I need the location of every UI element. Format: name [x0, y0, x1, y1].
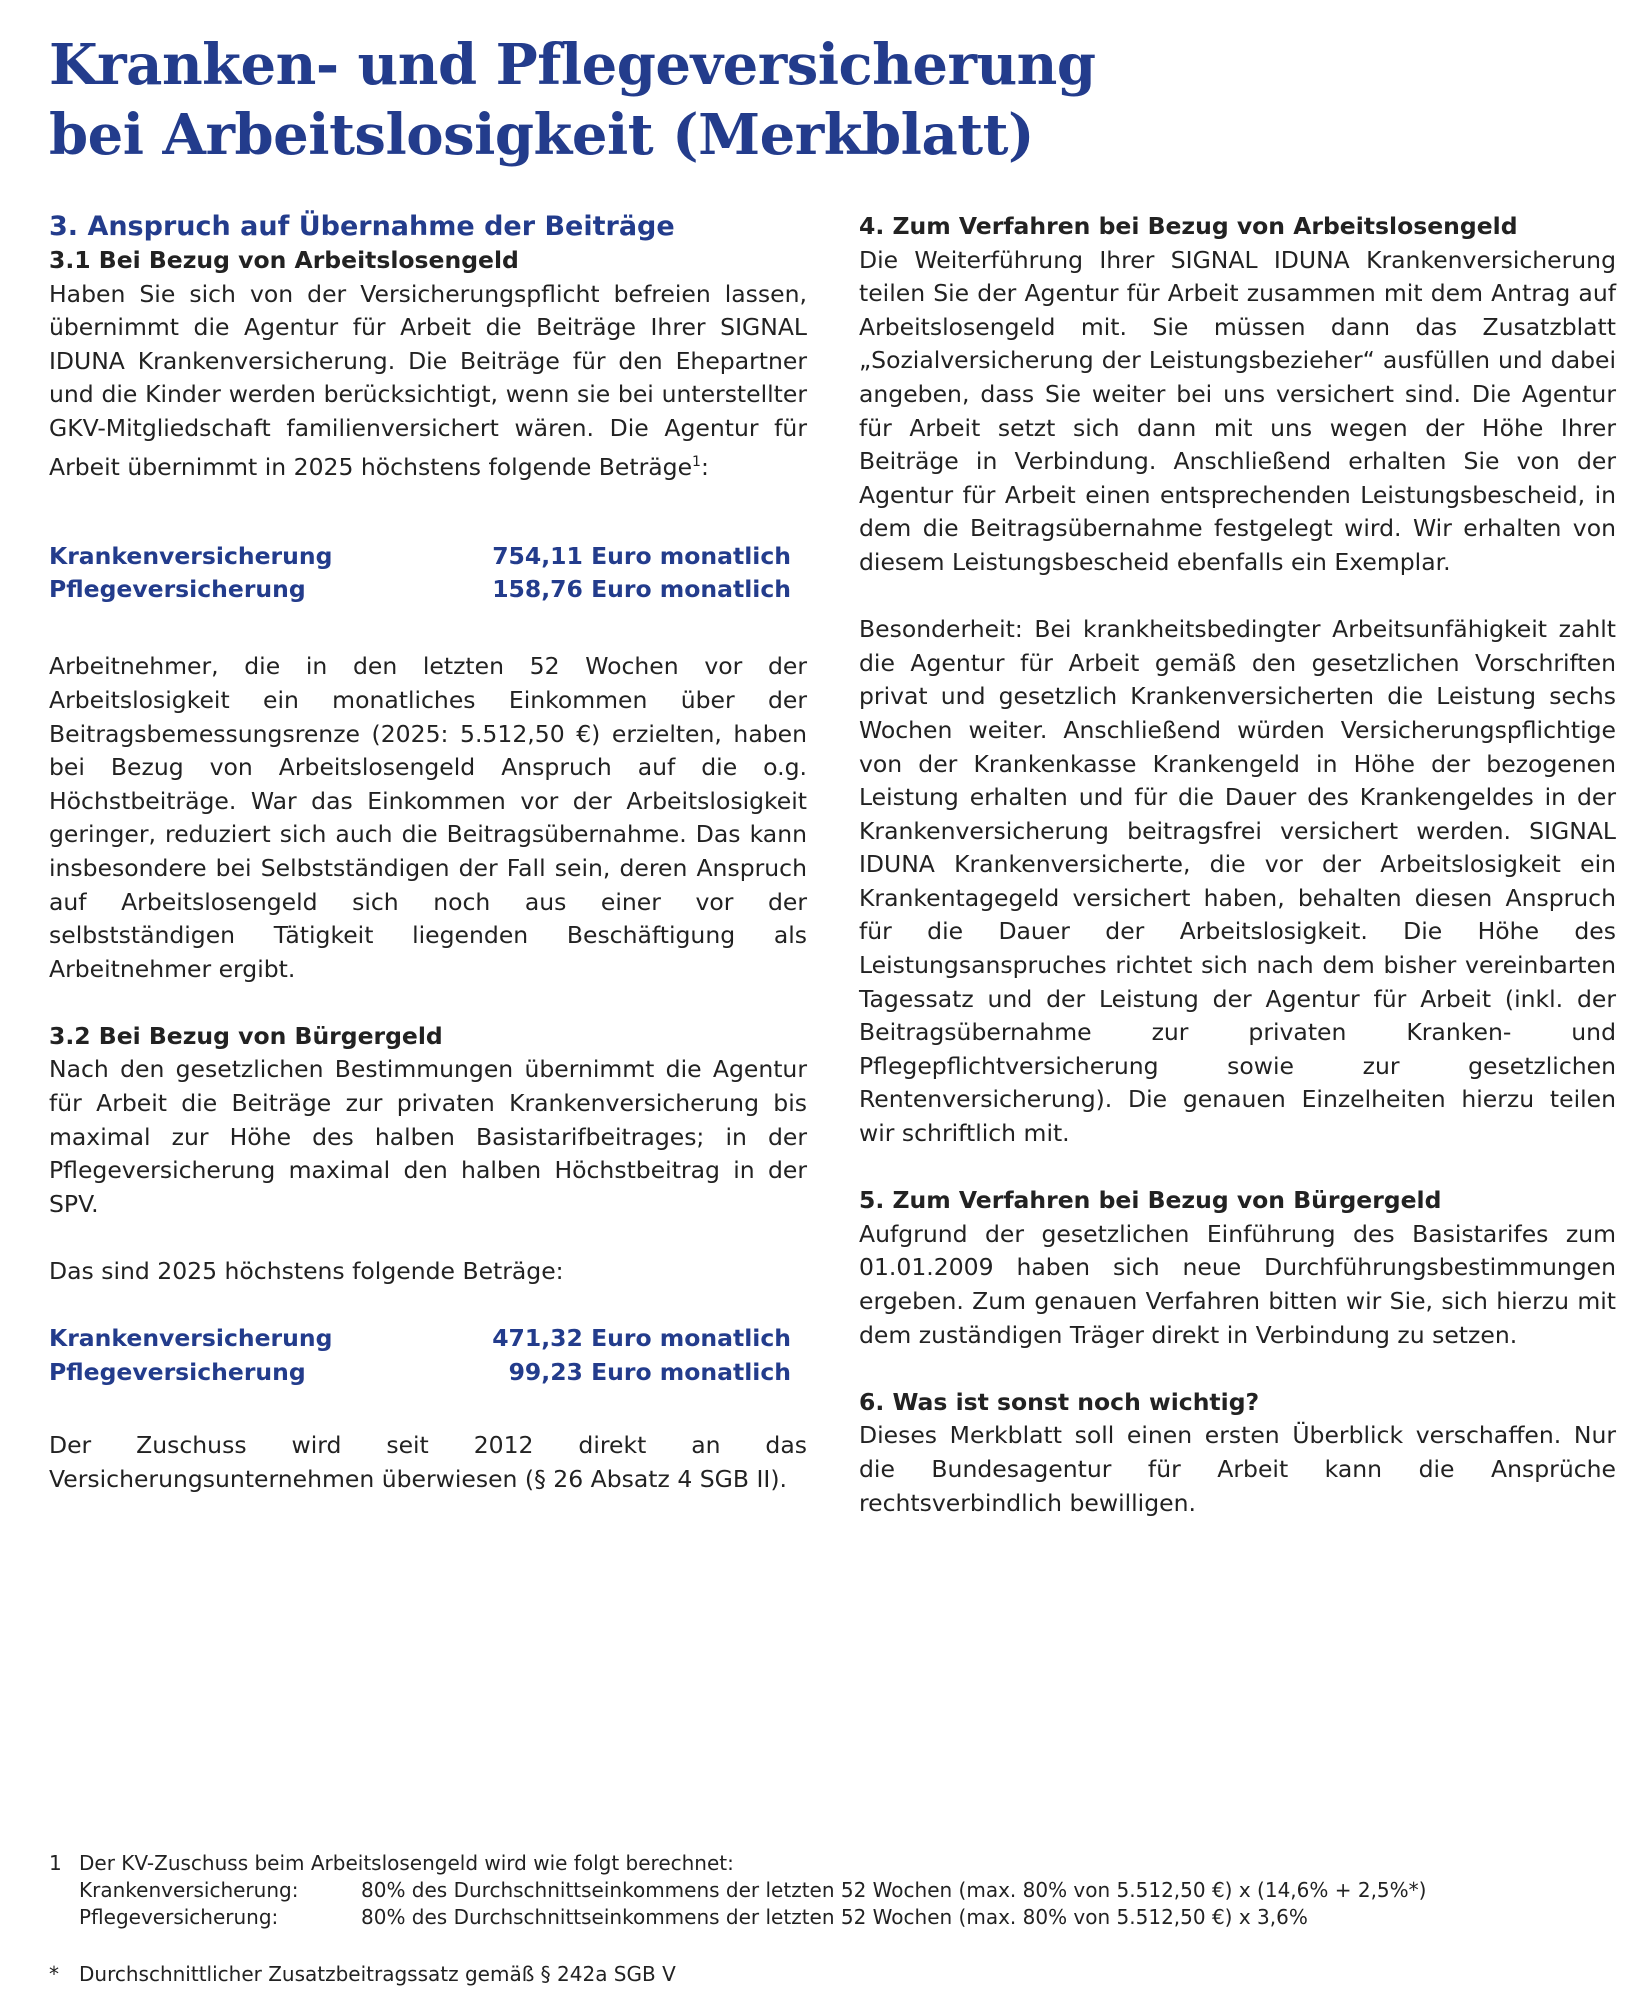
page-title	[49, 30, 1096, 170]
amount-value: 99,23 Euro monatlich	[508, 1357, 791, 1386]
section-6-paragraph: Dieses Merkblatt soll einen ersten Überblick verschaffen. Nur die Bundesagentur für Arbeit kann die Ansprüche rechtsverbindlich bewilligen.	[859, 1421, 1616, 1517]
amount-label: Pflegeversicherung	[49, 575, 306, 604]
amount-label: Krankenversicherung	[49, 1324, 333, 1353]
left-column	[49, 210, 807, 1496]
section-3-1-paragraph: Haben Sie sich von der Versicherungspflicht befreien lassen, übernimmt die Agentur für Arbeit die Beiträge Ihrer SIGNAL IDUNA Krankenversicherung. Die Beiträge für den Ehepartner und die Kinder werden berücksichtigt, wenn sie bei unterstellter GKV-Mitgliedschaft familienversichert wären. Die Agentur für Arbeit übernimmt in 2025 höchstens folgende Beträge$^1$:	[49, 279, 807, 481]
amount-label: Krankenversicherung	[49, 541, 333, 570]
footnote-ref: 1	[692, 453, 701, 470]
section-3-2-paragraph-3: Der Zuschuss wird seit 2012 direkt an das Versicherungsunternehmen überwiesen (§ 26 Absatz 4 SGB II).	[49, 1431, 807, 1493]
footnote-row-value: 80% des Durchschnittseinkommens der letzten 52 Wochen (max. 80% von 5.512,50 €) x 3,6%	[361, 1905, 1308, 1929]
footnote-text: Der KV-Zuschuss beim Arbeitslosengeld wird wie folgt berechnet:	[79, 1851, 734, 1875]
amount-row	[49, 1322, 791, 1356]
amounts-table-2	[49, 1322, 791, 1389]
footnote-row-label: Krankenversicherung:	[79, 1878, 299, 1902]
section-5-heading: 5. Zum Verfahren bei Bezug von Bürgergeld	[859, 1186, 1442, 1215]
section-3-2-paragraph-2: Das sind 2025 höchstens folgende Beträge:	[49, 1257, 564, 1286]
amount-row	[49, 573, 791, 607]
section-4-heading: 4. Zum Verfahren bei Bezug von Arbeitslosengeld	[859, 212, 1518, 240]
page-title-line-1: Kranken- und Pflegeversicherung	[49, 32, 1096, 98]
footnote-1	[49, 1850, 1609, 1877]
footnote-2	[49, 1961, 1609, 1988]
section-3-1-heading: 3.1 Bei Bezug von Arbeitslosengeld	[49, 246, 519, 274]
footnote-row-label: Pflegeversicherung:	[79, 1905, 279, 1929]
page-title-line-2: bei Arbeitslosigkeit (Merkblatt)	[49, 102, 1034, 168]
footnote-row-value: 80% des Durchschnittseinkommens der letzten 52 Wochen (max. 80% von 5.512,50 €) x (14,6% + 2,5%*)	[361, 1878, 1427, 1902]
footnote-text: Durchschnittlicher Zusatzbeitragssatz gemäß § 242a SGB V	[79, 1962, 676, 1986]
amounts-table-1	[49, 540, 791, 607]
amount-row	[49, 1356, 791, 1390]
footnote-mark: 1	[49, 1851, 62, 1875]
section-6-heading: 6. Was ist sonst noch wichtig?	[859, 1387, 1260, 1416]
section-5-paragraph: Aufgrund der gesetzlichen Einführung des Basistarifes zum 01.01.2009 haben sich neue Durchführungsbestimmungen ergeben. Zum genauen Verfahren bitten wir Sie, sich hierzu mit dem zuständigen Träger direkt in Verbindung zu setzen.	[859, 1219, 1616, 1349]
footnote-mark: *	[49, 1962, 59, 1986]
section-4-paragraph-2: Besonderheit: Bei krankheitsbedingter Arbeitsunfähigkeit zahlt die Agentur für Arbeit gemäß den gesetzlichen Vorschriften privat und gesetzlich Krankenversicherten die Leistung sechs Wochen weiter. Anschließend würden Versicherungspflichtige von der Krankenkasse Krankengeld in Höhe der bezogenen Leistung erhalten und für die Dauer des Krankengeldes in der Krankenversicherung beitragsfrei versichert werden. SIGNAL IDUNA Krankenversicherte, die vor der Arbeitslosigkeit ein Krankentagegeld versichert haben, behalten diesen Anspruch für die Dauer der Arbeitslosigkeit. Die Höhe des Leistungsanspruches richtet sich nach dem bisher vereinbarten Tagessatz und der Leistung der Agentur für Arbeit (inkl. der Beitragsübernahme zur privaten Kranken- und Pflegepflichtversicherung sowie zur gesetzlichen Rentenversicherung). Die genauen Einzelheiten hierzu teilen wir schriftlich mit.	[859, 615, 1616, 1148]
section-4-paragraph: Die Weiterführung Ihrer SIGNAL IDUNA Krankenversicherung teilen Sie der Agentur für Arbeit zusammen mit dem Antrag auf Arbeitslosengeld mit. Sie müssen dann das Zusatzblatt „Sozialversicherung der Leistungsbezieher“ ausfüllen und dabei angeben, dass Sie weiter bei uns versichert sind. Die Agentur für Arbeit setzt sich dann mit uns wegen der Höhe Ihrer Beiträge in Verbindung. Anschließend erhalten Sie von der Agentur für Arbeit einen entsprechenden Leistungsbescheid, in dem die Beitragsübernahme festgelegt wird. Wir erhalten von diesem Leistungsbescheid ebenfalls ein Exemplar.	[859, 245, 1616, 576]
section-3-2-paragraph: Nach den gesetzlichen Bestimmungen übernimmt die Agentur für Arbeit die Beiträge zur privaten Krankenversicherung bis maximal zur Höhe des halben Basistarifbeitrages; in der Pflegeversicherung maximal den halben Höchstbeitrag in der SPV.	[49, 1055, 807, 1218]
footnote-row	[49, 1877, 1609, 1904]
section-3-2-heading: 3.2 Bei Bezug von Bürgergeld	[49, 1021, 443, 1050]
right-column	[859, 210, 1616, 1520]
section-3-heading: 3. Anspruch auf Übernahme der Beiträge	[49, 211, 675, 242]
amount-value: 471,32 Euro monatlich	[492, 1324, 791, 1353]
footnotes	[49, 1850, 1609, 1988]
footnote-row	[49, 1904, 1609, 1931]
amount-value: 754,11 Euro monatlich	[492, 541, 791, 570]
amount-row	[49, 540, 791, 574]
amount-label: Pflegeversicherung	[49, 1357, 306, 1386]
amount-value: 158,76 Euro monatlich	[492, 575, 791, 604]
section-3-1-paragraph-2: Arbeitnehmer, die in den letzten 52 Wochen vor der Arbeitslosigkeit ein monatliches Einkommen über der Beitragsbemessungsrenze (2025: 5.512,50 €) erzielten, haben bei Bezug von Arbeitslosengeld Anspruch auf die o.g. Höchstbeiträge. War das Einkommen vor der Arbeitslosigkeit geringer, reduziert sich auch die Beitragsübernahme. Das kann insbesondere bei Selbstständigen der Fall sein, deren Anspruch auf Arbeitslosengeld sich noch aus einer vor der selbstständigen Tätigkeit liegenden Beschäftigung als Arbeitnehmer ergibt.	[49, 652, 807, 983]
